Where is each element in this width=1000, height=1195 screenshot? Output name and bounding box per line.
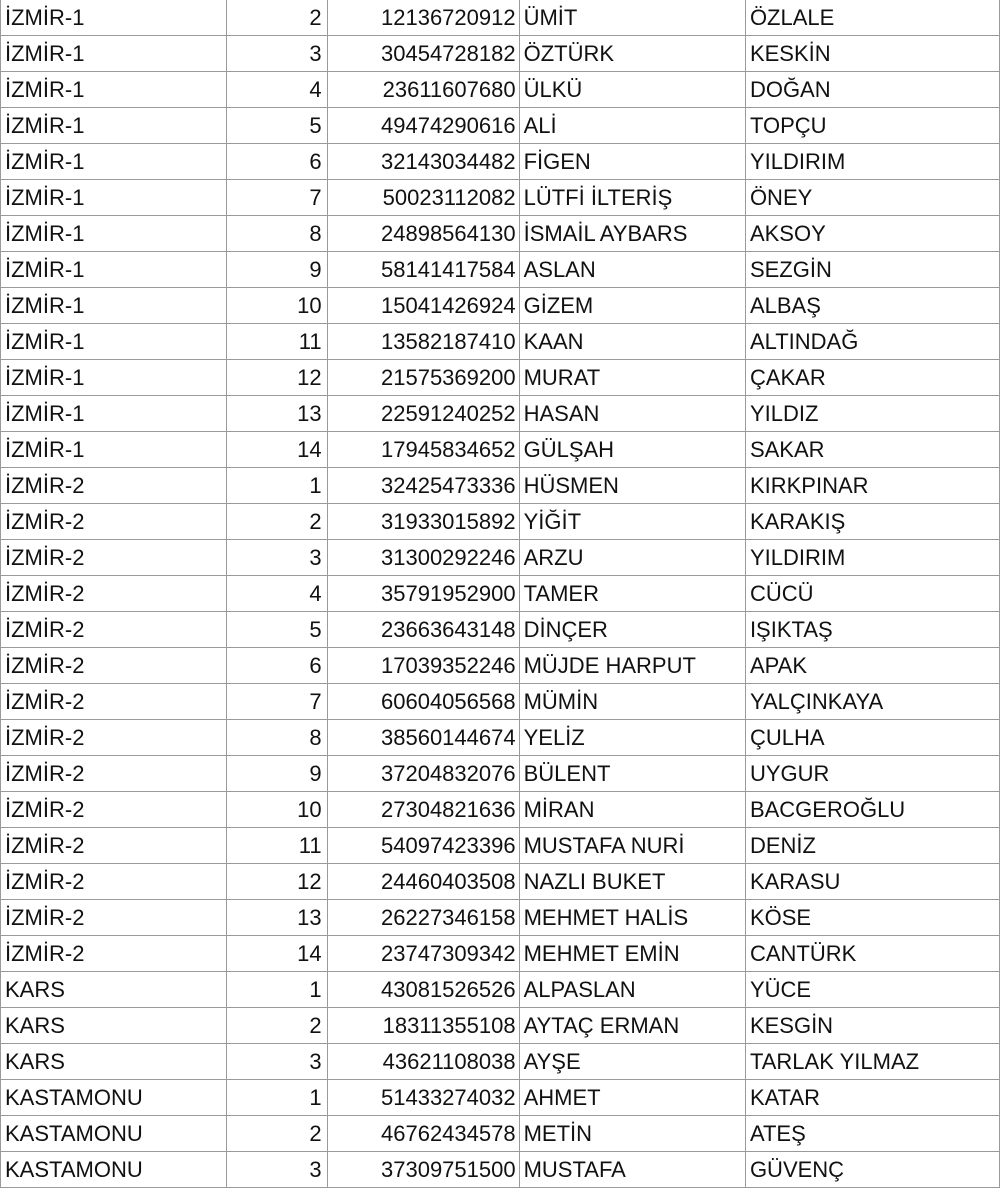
- district-cell[interactable]: İZMİR-2: [1, 612, 227, 648]
- table-row: [1, 144, 1000, 180]
- last-name-cell[interactable]: YILDIRIM: [745, 144, 999, 180]
- order-cell[interactable]: 2: [226, 1116, 327, 1152]
- last-name-cell[interactable]: AKSOY: [745, 216, 999, 252]
- first-name-cell[interactable]: ÜMİT: [519, 0, 745, 36]
- id-number-cell[interactable]: 43621108038: [327, 1044, 519, 1080]
- order-cell[interactable]: 9: [226, 756, 327, 792]
- district-cell[interactable]: İZMİR-1: [1, 180, 227, 216]
- district-cell[interactable]: KASTAMONU: [1, 1116, 227, 1152]
- id-number-cell[interactable]: 54097423396: [327, 828, 519, 864]
- first-name-cell[interactable]: MUSTAFA NURİ: [519, 828, 745, 864]
- first-name-cell[interactable]: ÜLKÜ: [519, 72, 745, 108]
- order-cell[interactable]: 14: [226, 432, 327, 468]
- first-name-cell[interactable]: METİN: [519, 1116, 745, 1152]
- order-cell[interactable]: 4: [226, 576, 327, 612]
- order-cell[interactable]: 14: [226, 936, 327, 972]
- table-row: [1, 396, 1000, 432]
- table-row: [1, 576, 1000, 612]
- district-cell[interactable]: İZMİR-2: [1, 864, 227, 900]
- last-name-cell[interactable]: TARLAK YILMAZ: [745, 1044, 999, 1080]
- table-row: [1, 468, 1000, 504]
- table-row: [1, 684, 1000, 720]
- first-name-cell[interactable]: MÜJDE HARPUT: [519, 648, 745, 684]
- table-row: [1, 36, 1000, 72]
- order-cell[interactable]: 7: [226, 684, 327, 720]
- district-cell[interactable]: İZMİR-2: [1, 648, 227, 684]
- first-name-cell[interactable]: BÜLENT: [519, 756, 745, 792]
- order-cell[interactable]: 6: [226, 144, 327, 180]
- first-name-cell[interactable]: ARZU: [519, 540, 745, 576]
- first-name-cell[interactable]: NAZLI BUKET: [519, 864, 745, 900]
- last-name-cell[interactable]: YILDIZ: [745, 396, 999, 432]
- district-cell[interactable]: İZMİR-1: [1, 324, 227, 360]
- table-row: [1, 72, 1000, 108]
- last-name-cell[interactable]: APAK: [745, 648, 999, 684]
- id-number-cell[interactable]: 22591240252: [327, 396, 519, 432]
- district-cell[interactable]: İZMİR-1: [1, 72, 227, 108]
- district-cell[interactable]: İZMİR-1: [1, 108, 227, 144]
- table-row: [1, 432, 1000, 468]
- first-name-cell[interactable]: DİNÇER: [519, 612, 745, 648]
- last-name-cell[interactable]: KÖSE: [745, 900, 999, 936]
- order-cell[interactable]: 13: [226, 396, 327, 432]
- last-name-cell[interactable]: KARAKIŞ: [745, 504, 999, 540]
- first-name-cell[interactable]: HÜSMEN: [519, 468, 745, 504]
- order-cell[interactable]: 13: [226, 900, 327, 936]
- table-row: [1, 0, 1000, 36]
- order-cell[interactable]: 5: [226, 108, 327, 144]
- first-name-cell[interactable]: HASAN: [519, 396, 745, 432]
- id-number-cell[interactable]: 12136720912: [327, 0, 519, 36]
- id-number-cell[interactable]: 15041426924: [327, 288, 519, 324]
- order-cell[interactable]: 9: [226, 252, 327, 288]
- district-cell[interactable]: KARS: [1, 972, 227, 1008]
- first-name-cell[interactable]: AYTAÇ ERMAN: [519, 1008, 745, 1044]
- last-name-cell[interactable]: KESKİN: [745, 36, 999, 72]
- order-cell[interactable]: 3: [226, 1044, 327, 1080]
- last-name-cell[interactable]: ATEŞ: [745, 1116, 999, 1152]
- order-cell[interactable]: 3: [226, 1152, 327, 1188]
- table-row: [1, 756, 1000, 792]
- first-name-cell[interactable]: MEHMET EMİN: [519, 936, 745, 972]
- order-cell[interactable]: 1: [226, 468, 327, 504]
- last-name-cell[interactable]: UYGUR: [745, 756, 999, 792]
- table-row: [1, 648, 1000, 684]
- order-cell[interactable]: 2: [226, 1008, 327, 1044]
- last-name-cell[interactable]: BACGEROĞLU: [745, 792, 999, 828]
- district-cell[interactable]: İZMİR-2: [1, 828, 227, 864]
- id-number-cell[interactable]: 17039352246: [327, 648, 519, 684]
- table-row: [1, 1044, 1000, 1080]
- last-name-cell[interactable]: YALÇINKAYA: [745, 684, 999, 720]
- last-name-cell[interactable]: GÜVENÇ: [745, 1152, 999, 1188]
- id-number-cell[interactable]: 31300292246: [327, 540, 519, 576]
- table-row: [1, 252, 1000, 288]
- id-number-cell[interactable]: 23747309342: [327, 936, 519, 972]
- order-cell[interactable]: 2: [226, 0, 327, 36]
- district-cell[interactable]: İZMİR-1: [1, 288, 227, 324]
- first-name-cell[interactable]: GÜLŞAH: [519, 432, 745, 468]
- id-number-cell[interactable]: 17945834652: [327, 432, 519, 468]
- order-cell[interactable]: 12: [226, 360, 327, 396]
- district-cell[interactable]: İZMİR-1: [1, 216, 227, 252]
- last-name-cell[interactable]: IŞIKTAŞ: [745, 612, 999, 648]
- first-name-cell[interactable]: AYŞE: [519, 1044, 745, 1080]
- id-number-cell[interactable]: 27304821636: [327, 792, 519, 828]
- last-name-cell[interactable]: KESGİN: [745, 1008, 999, 1044]
- table-row: [1, 936, 1000, 972]
- id-number-cell[interactable]: 37204832076: [327, 756, 519, 792]
- table-body: [1, 0, 1000, 1188]
- last-name-cell[interactable]: SEZGİN: [745, 252, 999, 288]
- district-cell[interactable]: KARS: [1, 1008, 227, 1044]
- last-name-cell[interactable]: YÜCE: [745, 972, 999, 1008]
- district-cell[interactable]: İZMİR-2: [1, 576, 227, 612]
- district-cell[interactable]: İZMİR-2: [1, 504, 227, 540]
- id-number-cell[interactable]: 49474290616: [327, 108, 519, 144]
- last-name-cell[interactable]: SAKAR: [745, 432, 999, 468]
- district-cell[interactable]: İZMİR-1: [1, 36, 227, 72]
- district-cell[interactable]: İZMİR-2: [1, 684, 227, 720]
- order-cell[interactable]: 6: [226, 648, 327, 684]
- id-number-cell[interactable]: 26227346158: [327, 900, 519, 936]
- id-number-cell[interactable]: 58141417584: [327, 252, 519, 288]
- order-cell[interactable]: 12: [226, 864, 327, 900]
- first-name-cell[interactable]: MÜMİN: [519, 684, 745, 720]
- id-number-cell[interactable]: 21575369200: [327, 360, 519, 396]
- first-name-cell[interactable]: KAAN: [519, 324, 745, 360]
- last-name-cell[interactable]: ÖZLALE: [745, 0, 999, 36]
- table-row: [1, 792, 1000, 828]
- table-row: [1, 1008, 1000, 1044]
- id-number-cell[interactable]: 38560144674: [327, 720, 519, 756]
- district-cell[interactable]: İZMİR-2: [1, 720, 227, 756]
- first-name-cell[interactable]: TAMER: [519, 576, 745, 612]
- table-row: [1, 216, 1000, 252]
- district-cell[interactable]: İZMİR-1: [1, 0, 227, 36]
- order-cell[interactable]: 4: [226, 72, 327, 108]
- first-name-cell[interactable]: ÖZTÜRK: [519, 36, 745, 72]
- id-number-cell[interactable]: 13582187410: [327, 324, 519, 360]
- first-name-cell[interactable]: MUSTAFA: [519, 1152, 745, 1188]
- table-row: [1, 1152, 1000, 1188]
- id-number-cell[interactable]: 24898564130: [327, 216, 519, 252]
- last-name-cell[interactable]: CÜCÜ: [745, 576, 999, 612]
- id-number-cell[interactable]: 46762434578: [327, 1116, 519, 1152]
- order-cell[interactable]: 8: [226, 216, 327, 252]
- order-cell[interactable]: 11: [226, 324, 327, 360]
- order-cell[interactable]: 8: [226, 720, 327, 756]
- id-number-cell[interactable]: 43081526526: [327, 972, 519, 1008]
- order-cell[interactable]: 11: [226, 828, 327, 864]
- table-row: [1, 360, 1000, 396]
- first-name-cell[interactable]: ASLAN: [519, 252, 745, 288]
- order-cell[interactable]: 1: [226, 1080, 327, 1116]
- district-cell[interactable]: İZMİR-1: [1, 144, 227, 180]
- table-row: [1, 972, 1000, 1008]
- last-name-cell[interactable]: TOPÇU: [745, 108, 999, 144]
- district-cell[interactable]: İZMİR-2: [1, 900, 227, 936]
- id-number-cell[interactable]: 50023112082: [327, 180, 519, 216]
- last-name-cell[interactable]: ÖNEY: [745, 180, 999, 216]
- id-number-cell[interactable]: 32425473336: [327, 468, 519, 504]
- first-name-cell[interactable]: MURAT: [519, 360, 745, 396]
- id-number-cell[interactable]: 32143034482: [327, 144, 519, 180]
- first-name-cell[interactable]: LÜTFİ İLTERİŞ: [519, 180, 745, 216]
- last-name-cell[interactable]: DOĞAN: [745, 72, 999, 108]
- order-cell[interactable]: 2: [226, 504, 327, 540]
- id-number-cell[interactable]: 35791952900: [327, 576, 519, 612]
- id-number-cell[interactable]: 51433274032: [327, 1080, 519, 1116]
- order-cell[interactable]: 3: [226, 540, 327, 576]
- district-cell[interactable]: İZMİR-2: [1, 936, 227, 972]
- table-row: [1, 864, 1000, 900]
- order-cell[interactable]: 3: [226, 36, 327, 72]
- first-name-cell[interactable]: AHMET: [519, 1080, 745, 1116]
- order-cell[interactable]: 7: [226, 180, 327, 216]
- district-cell[interactable]: İZMİR-1: [1, 252, 227, 288]
- table-row: [1, 324, 1000, 360]
- first-name-cell[interactable]: GİZEM: [519, 288, 745, 324]
- first-name-cell[interactable]: ALİ: [519, 108, 745, 144]
- district-cell[interactable]: İZMİR-2: [1, 540, 227, 576]
- first-name-cell[interactable]: MEHMET HALİS: [519, 900, 745, 936]
- table-row: [1, 180, 1000, 216]
- first-name-cell[interactable]: İSMAİL AYBARS: [519, 216, 745, 252]
- district-cell[interactable]: İZMİR-1: [1, 360, 227, 396]
- id-number-cell[interactable]: 18311355108: [327, 1008, 519, 1044]
- last-name-cell[interactable]: ALBAŞ: [745, 288, 999, 324]
- table-row: [1, 1080, 1000, 1116]
- last-name-cell[interactable]: DENİZ: [745, 828, 999, 864]
- order-cell[interactable]: 10: [226, 288, 327, 324]
- table-row: [1, 108, 1000, 144]
- table-row: [1, 720, 1000, 756]
- last-name-cell[interactable]: ÇAKAR: [745, 360, 999, 396]
- last-name-cell[interactable]: YILDIRIM: [745, 540, 999, 576]
- id-number-cell[interactable]: 30454728182: [327, 36, 519, 72]
- last-name-cell[interactable]: CANTÜRK: [745, 936, 999, 972]
- first-name-cell[interactable]: YELİZ: [519, 720, 745, 756]
- district-cell[interactable]: KASTAMONU: [1, 1152, 227, 1188]
- table-row: [1, 612, 1000, 648]
- table-row: [1, 900, 1000, 936]
- id-number-cell[interactable]: 23611607680: [327, 72, 519, 108]
- district-cell[interactable]: İZMİR-1: [1, 396, 227, 432]
- last-name-cell[interactable]: ALTINDAĞ: [745, 324, 999, 360]
- table-row: [1, 540, 1000, 576]
- district-cell[interactable]: KARS: [1, 1044, 227, 1080]
- order-cell[interactable]: 5: [226, 612, 327, 648]
- id-number-cell[interactable]: 23663643148: [327, 612, 519, 648]
- first-name-cell[interactable]: MİRAN: [519, 792, 745, 828]
- district-cell[interactable]: İZMİR-1: [1, 432, 227, 468]
- order-cell[interactable]: 1: [226, 972, 327, 1008]
- last-name-cell[interactable]: ÇULHA: [745, 720, 999, 756]
- last-name-cell[interactable]: KATAR: [745, 1080, 999, 1116]
- district-cell[interactable]: KASTAMONU: [1, 1080, 227, 1116]
- first-name-cell[interactable]: YİĞİT: [519, 504, 745, 540]
- first-name-cell[interactable]: FİGEN: [519, 144, 745, 180]
- table-row: [1, 828, 1000, 864]
- last-name-cell[interactable]: KIRKPINAR: [745, 468, 999, 504]
- id-number-cell[interactable]: 60604056568: [327, 684, 519, 720]
- district-cell[interactable]: İZMİR-2: [1, 756, 227, 792]
- id-number-cell[interactable]: 37309751500: [327, 1152, 519, 1188]
- first-name-cell[interactable]: ALPASLAN: [519, 972, 745, 1008]
- district-cell[interactable]: İZMİR-2: [1, 468, 227, 504]
- last-name-cell[interactable]: KARASU: [745, 864, 999, 900]
- id-number-cell[interactable]: 31933015892: [327, 504, 519, 540]
- table-row: [1, 504, 1000, 540]
- id-number-cell[interactable]: 24460403508: [327, 864, 519, 900]
- table-row: [1, 1116, 1000, 1152]
- order-cell[interactable]: 10: [226, 792, 327, 828]
- district-cell[interactable]: İZMİR-2: [1, 792, 227, 828]
- table-row: [1, 288, 1000, 324]
